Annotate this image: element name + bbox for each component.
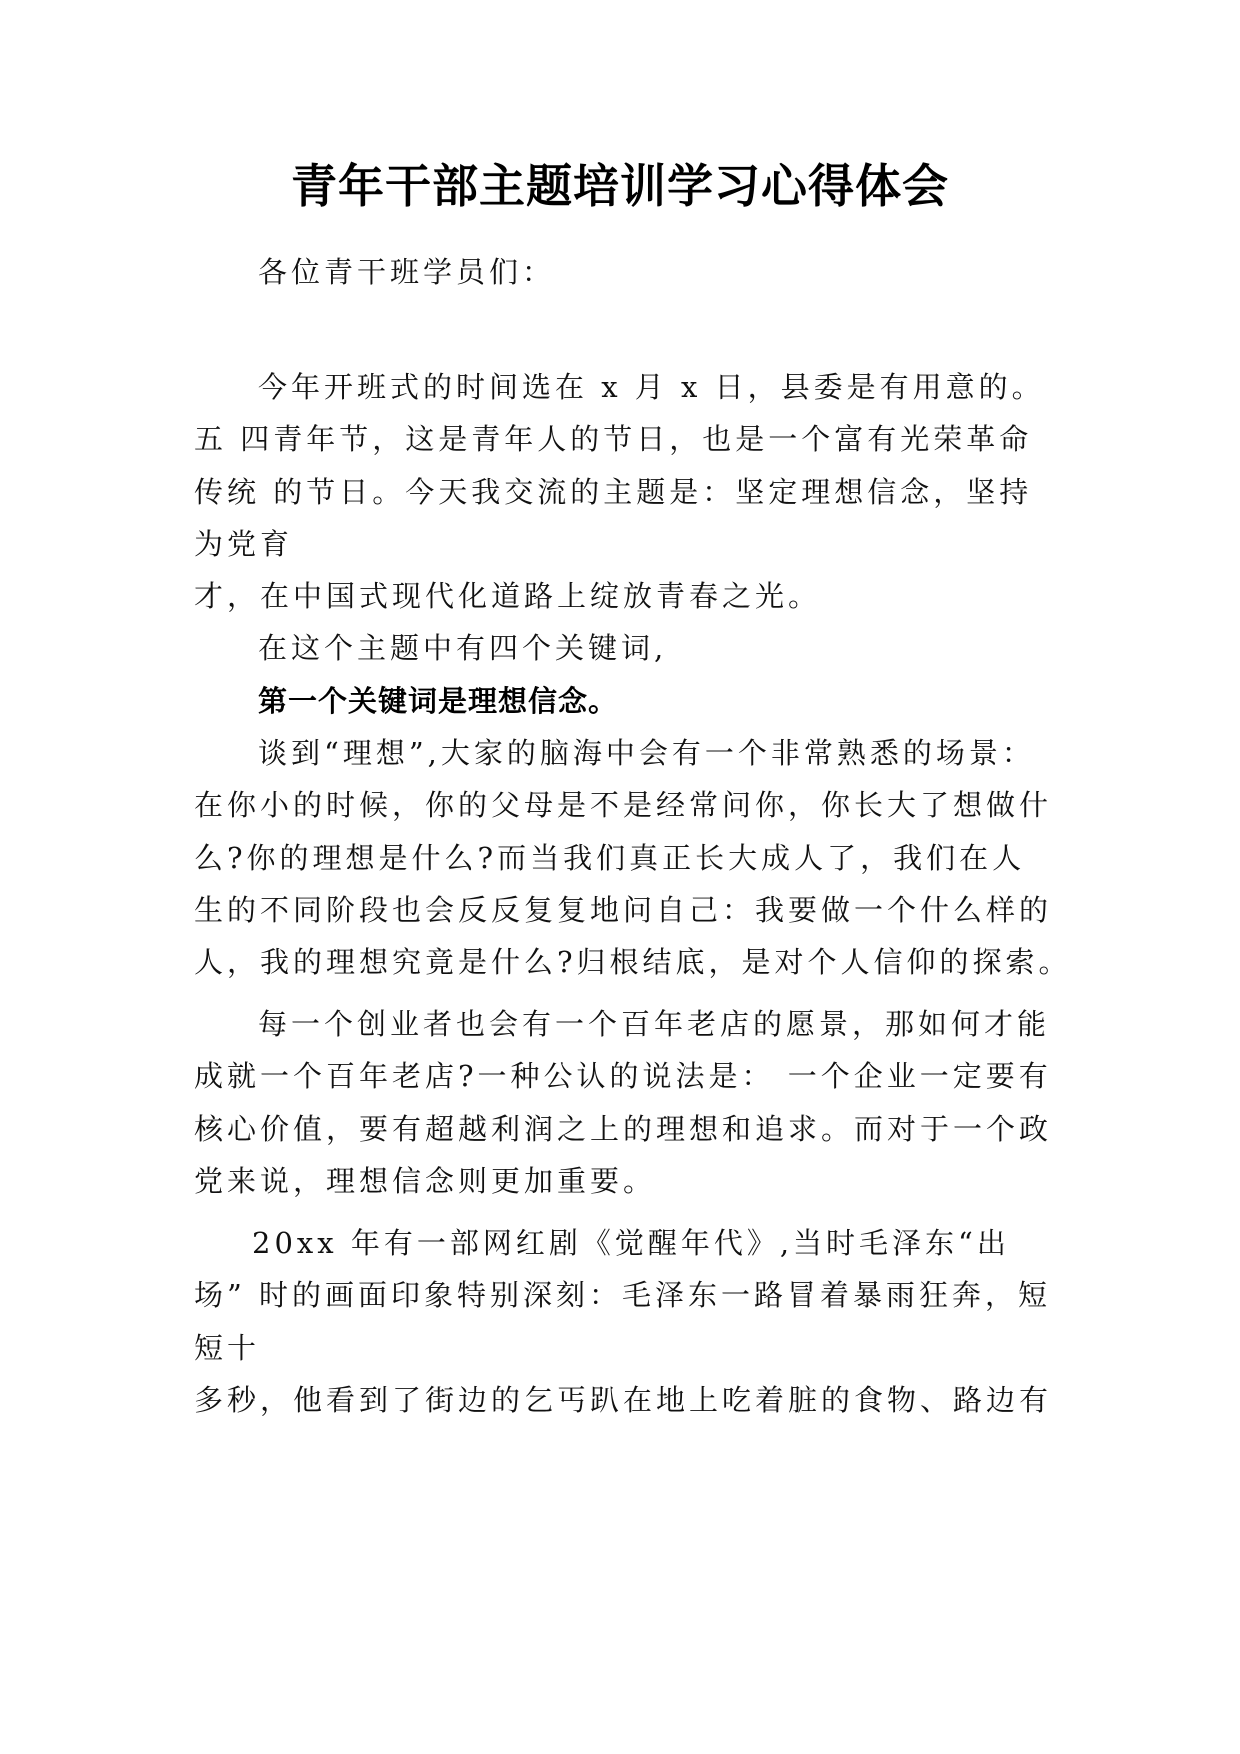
paragraph-line: 短十 [194,1331,261,1365]
paragraph-line: 为党育 [194,527,294,561]
paragraph-line: 场” 时的画面印象特别深刻：毛泽东一路冒着暴雨狂奔，短 [194,1278,1052,1312]
paragraph-line: 成就一个百年老店?一种公认的说法是： 一个企业一定要有 [194,1059,1052,1093]
paragraph-line: 么?你的理想是什么?而当我们真正长大成人了，我们在人 [194,841,1026,875]
paragraph-line: 生的不同阶段也会反反复复地问自己：我要做一个什么样的 [194,893,1053,927]
document-title: 青年干部主题培训学习心得体会 [291,159,949,213]
paragraph-line: 核心价值，要有超越利润之上的理想和追求。而对于一个政 [194,1112,1053,1146]
paragraph-line: 五 四青年节，这是青年人的节日，也是一个富有光荣革命 [194,422,1033,456]
paragraph-line: 传统 的节日。今天我交流的主题是：坚定理想信念，坚持 [194,475,1033,509]
paragraph-line: 党来说，理想信念则更加重要。 [194,1164,657,1198]
paragraph-line: 今年开班式的时间选在 x 月 x 日，县委是有用意的。 [258,370,1045,404]
paragraph-line: 谈到“理想”,大家的脑海中会有一个非常熟悉的场景： [258,736,1035,770]
greeting: 各位青干班学员们： [258,255,556,289]
paragraph-line: 在你小的时候，你的父母是不是经常问你，你长大了想做什 [194,788,1053,822]
paragraph-line: 20xx 年有一部网红剧《觉醒年代》,当时毛泽东“出 [252,1226,1010,1260]
paragraph-line: 人，我的理想究竟是什么?归根结底，是对个人信仰的探索。 [194,945,1072,979]
section-heading: 第一个关键词是理想信念。 [258,684,619,718]
paragraph-line: 多秒，他看到了街边的乞丐趴在地上吃着脏的食物、路边有 [194,1383,1053,1417]
paragraph-line: 才，在中国式现代化道路上绽放青春之光。 [194,579,822,613]
paragraph-line: 每一个创业者也会有一个百年老店的愿景，那如何才能 [258,1007,1051,1041]
paragraph-2: 在这个主题中有四个关键词, [258,631,668,665]
